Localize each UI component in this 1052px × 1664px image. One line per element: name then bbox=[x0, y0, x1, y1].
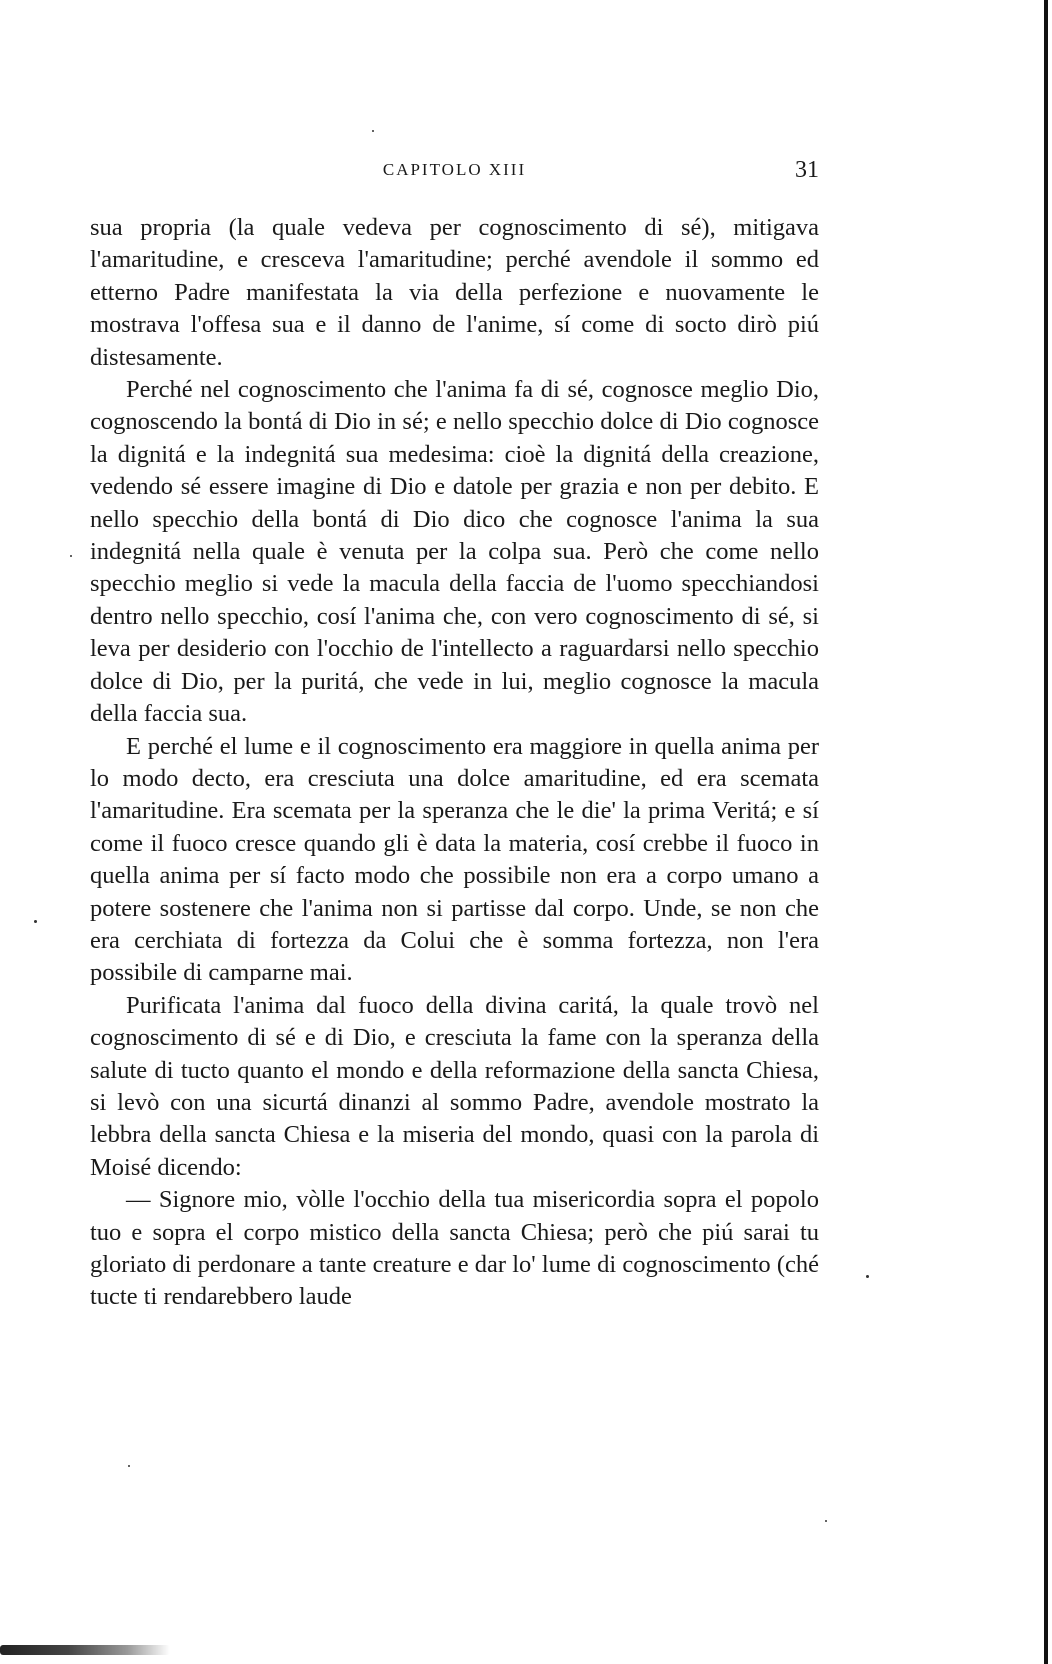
scan-speck bbox=[372, 130, 374, 132]
scan-speck bbox=[34, 920, 37, 923]
scan-speck bbox=[128, 1465, 130, 1467]
paragraph: sua propria (la quale vedeva per cognoscimento di sé), mitigava l'amaritudine, e cresceva l'amaritudine; perché avendole il sommo ed etterno Padre manifestata la via della perfezione e nuovamente le mostrava l'offesa sua e il danno de l'anime, sí come di socto dirò piú distesamente. bbox=[90, 214, 819, 371]
paragraph: Purificata l'anima dal fuoco della divina caritá, la quale trovò nel cognoscimento di sé e di Dio, e cresciuta la fame con la speranza della salute di tucto quanto el mondo e della reformazione della sancta Chiesa, si levò con una sicurtá dinanzi al sommo Padre, avendole mostrato la lebbra della sancta Chiesa e la miseria del mondo, quasi con la parola di Moisé dicendo: bbox=[90, 991, 819, 1181]
paragraph: Perché nel cognoscimento che l'anima fa di sé, cognosce meglio Dio, cognoscendo la bontá di Dio in sé; e nello specchio dolce di Dio cognosce la dignitá e la indegnitá sua medesima: cioè la dignitá della creazione, vedendo sé essere imagine di Dio e datole per grazia e non per debito. E nello specchio della bontá di Dio dico che cognosce l'anima la sua indegnitá nella quale è venuta per la colpa sua. Però che come nello specchio meglio si vede la macula della faccia de l'uomo specchiandosi dentro nello specchio, cosí l'anima che, con vero cognoscimento di sé, si leva per desiderio con l'occhio de l'intellecto a raguardarsi nello specchio dolce di Dio, per la puritá, che vede in lui, meglio cognosce la macula della faccia sua. bbox=[90, 376, 819, 728]
scan-speck bbox=[866, 1275, 869, 1278]
page-number: 31 bbox=[795, 157, 819, 183]
page-header bbox=[90, 157, 819, 190]
body-text bbox=[90, 212, 819, 1314]
paragraph: E perché el lume e il cognoscimento era maggiore in quella anima per lo modo decto, era cresciuta una dolce amaritudine, ed era scemata l'amaritudine. Era scemata per la speranza che le die' la prima Veritá; e sí come il fuoco cresce quando gli è data la materia, cosí crebbe il fuoco in quella anima per sí facto modo che possibile non era a corpo umano a potere sostenere che l'anima non si partisse dal corpo. Unde, se non che era cerchiata di fortezza da Colui che è somma fortezza, non l'era possibile di camparne mai. bbox=[90, 732, 819, 987]
scan-smudge bbox=[0, 1645, 170, 1655]
paragraph: — Signore mio, vòlle l'occhio della tua misericordia sopra el popolo tuo e sopra el corpo mistico della sancta Chiesa; però che piú sarai tu gloriato di perdonare a tante creature e dar lo' lume di cognoscimento (ché tucte ti rendarebbero laude bbox=[90, 1186, 819, 1311]
scan-edge-shadow bbox=[1044, 0, 1048, 1664]
scan-speck bbox=[825, 1520, 827, 1522]
running-title: CAPITOLO XIII bbox=[382, 160, 527, 179]
scan-speck bbox=[70, 555, 72, 557]
